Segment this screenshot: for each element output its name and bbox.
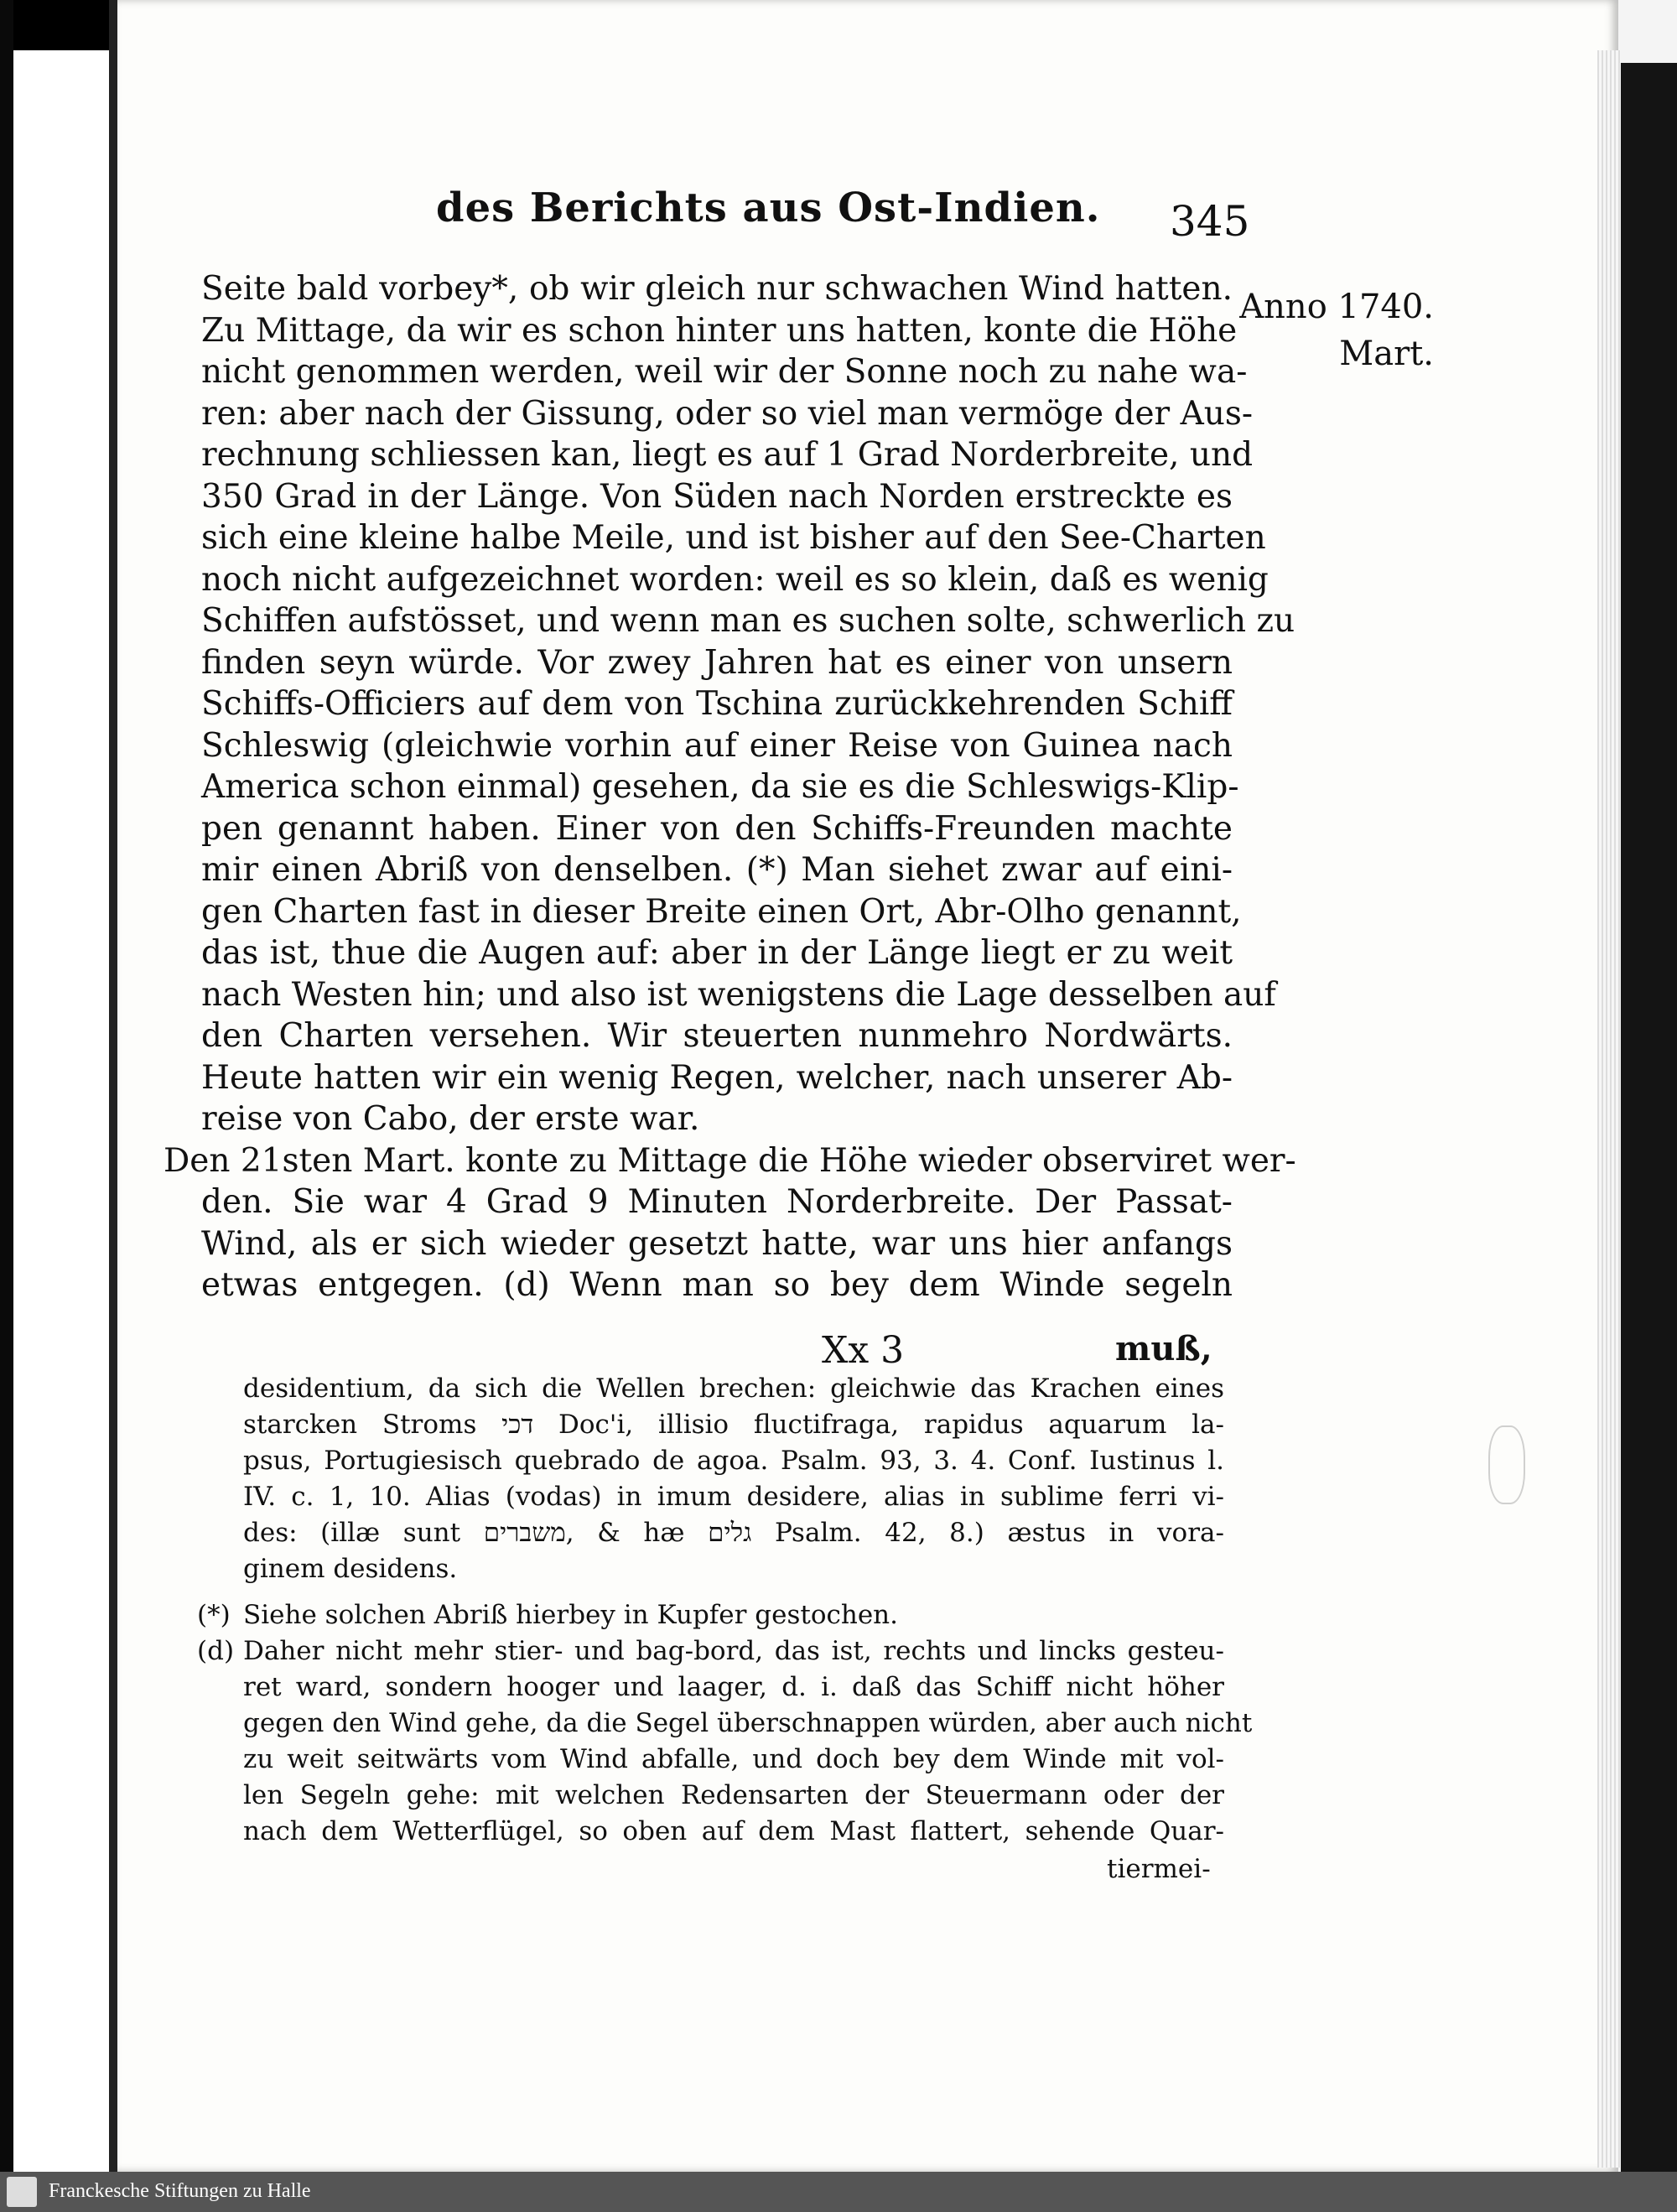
note-line: psus, Portugiesisch quebrado de agoa. Psalm. 93, 3. 4. Conf. Iustinus l. [243, 1446, 1224, 1476]
note-line: gegen den Wind gehe, da die Segel überschnappen würden, aber auch nicht [243, 1708, 1253, 1738]
text-line: Zu Mittage, da wir es schon hinter uns hatten, konte die Höhe [201, 311, 1238, 350]
footnote-text: Siehe solchen Abriß hierbey in Kupfer gestochen. [243, 1600, 898, 1630]
page-stack-edge [1597, 50, 1621, 2168]
signature-mark: Xx 3 [822, 1329, 905, 1372]
note-line: nach dem Wetterflügel, so oben auf dem Mast flattert, sehende Quar- [243, 1816, 1224, 1846]
text-line: Schleswig (gleichwie vorhin auf einer Reise von Guinea nach [201, 726, 1233, 765]
text-line: Heute hatten wir ein wenig Regen, welcher, nach unserer Ab- [201, 1058, 1233, 1097]
note-line: len Segeln gehe: mit welchen Redensarten der Steuermann oder der [243, 1780, 1224, 1810]
gutter-shadow [109, 0, 117, 2172]
text-line: Den 21sten Mart. konte zu Mittage die Höhe wieder observiret wer- [164, 1141, 1296, 1180]
pencil-mark [1488, 1425, 1525, 1504]
text-line: Schiffs-Officiers auf dem von Tschina zurückkehrenden Schiff [201, 685, 1233, 723]
footnote-continuation [243, 1371, 1224, 1587]
note-line: ret ward, sondern hooger und laager, d. i. daß das Schiff nicht höher [243, 1672, 1224, 1702]
left-dark-corner [0, 0, 109, 50]
footnote-label: (*) [197, 1600, 231, 1630]
margin-note [1233, 283, 1434, 377]
text-line: reise von Cabo, der erste war. [201, 1100, 700, 1138]
page-number: 345 [1170, 197, 1250, 246]
catchword: muß, [1115, 1329, 1212, 1368]
footnote-d [197, 1633, 1224, 1669]
text-line: America schon einmal) gesehen, da sie es die Schleswigs-Klip- [201, 768, 1239, 806]
text-line: finden seyn würde. Vor zwey Jahren hat es einer von unsern [201, 643, 1233, 682]
text-line: gen Charten fast in dieser Breite einen Ort, Abr-Olho genannt, [201, 892, 1242, 931]
running-head: des Berichts aus Ost-Indien. [436, 184, 1101, 231]
margin-note-year: Anno 1740. [1239, 288, 1434, 326]
text-line: das ist, thue die Augen auf: aber in der Länge liegt er zu weit [201, 934, 1233, 972]
text-line: Wind, als er sich wieder gesetzt hatte, war uns hier anfangs [201, 1224, 1233, 1263]
left-page-strip [0, 0, 109, 2172]
note-line: zu weit seitwärts vom Wind abfalle, und doch bey dem Winde mit vol- [243, 1744, 1224, 1774]
note-line: IV. c. 1, 10. Alias (vodas) in imum desidere, alias in sublime ferri vi- [243, 1482, 1224, 1512]
text-line: sich eine kleine halbe Meile, und ist bisher auf den See-Charten [201, 519, 1266, 557]
text-line: Schiffen aufstösset, und wenn man es suchen solte, schwerlich zu [201, 602, 1295, 640]
text-line: pen genannt haben. Einer von den Schiffs-Freunden machte [201, 809, 1233, 848]
note-line: ginem desidens. [243, 1554, 458, 1584]
note-line: des: (illæ sunt משברים, & hæ גלים Psalm. 42, 8.) æstus in vora- [243, 1518, 1224, 1548]
footnotes [197, 1597, 1253, 1850]
text-line: rechnung schliessen kan, liegt es auf 1 Grad Norderbreite, und [201, 436, 1254, 474]
text-line: mir einen Abriß von denselben. (*) Man siehet zwar auf eini- [201, 851, 1233, 889]
text-line: den. Sie war 4 Grad 9 Minuten Norderbreite. Der Passat- [201, 1183, 1233, 1221]
margin-note-month: Mart. [1339, 335, 1434, 373]
text-line: Seite bald vorbey*, ob wir gleich nur schwachen Wind hatten. [201, 270, 1233, 308]
text-line: noch nicht aufgezeichnet worden: weil es so klein, daß es wenig [201, 560, 1269, 599]
note-line: starcken Stroms דכי Doc'i, illisio fluctifraga, rapidus aquarum la- [243, 1410, 1224, 1440]
book-cover-edge [1621, 63, 1677, 2172]
text-line: nicht genommen werden, weil wir der Sonne noch zu nahe wa- [201, 353, 1248, 391]
catchword-bottom: tiermei- [1107, 1854, 1211, 1884]
main-text [164, 268, 1296, 1306]
text-line: etwas entgegen. (d) Wenn man so bey dem Winde segeln [201, 1266, 1233, 1304]
text-line: ren: aber nach der Gissung, oder so viel man vermöge der Aus- [201, 394, 1254, 433]
footnote-label: (d) [197, 1636, 235, 1666]
text-line: 350 Grad in der Länge. Von Süden nach Norden erstreckte es [201, 477, 1233, 516]
institution-logo-icon [7, 2177, 37, 2207]
footnote-text: Daher nicht mehr stier- und bag-bord, das ist, rechts und lincks gesteu- [243, 1636, 1224, 1666]
text-line: nach Westen hin; und also ist wenigstens die Lage desselben auf [201, 975, 1276, 1014]
note-line: desidentium, da sich die Wellen brechen: gleichwie das Krachen eines [243, 1373, 1224, 1404]
text-line: den Charten versehen. Wir steuerten nunmehro Nordwärts. [201, 1017, 1233, 1055]
footer-institution: Franckesche Stiftungen zu Halle [49, 2180, 311, 2202]
left-binding-edge [0, 0, 13, 2172]
footnote-star [197, 1597, 1224, 1633]
